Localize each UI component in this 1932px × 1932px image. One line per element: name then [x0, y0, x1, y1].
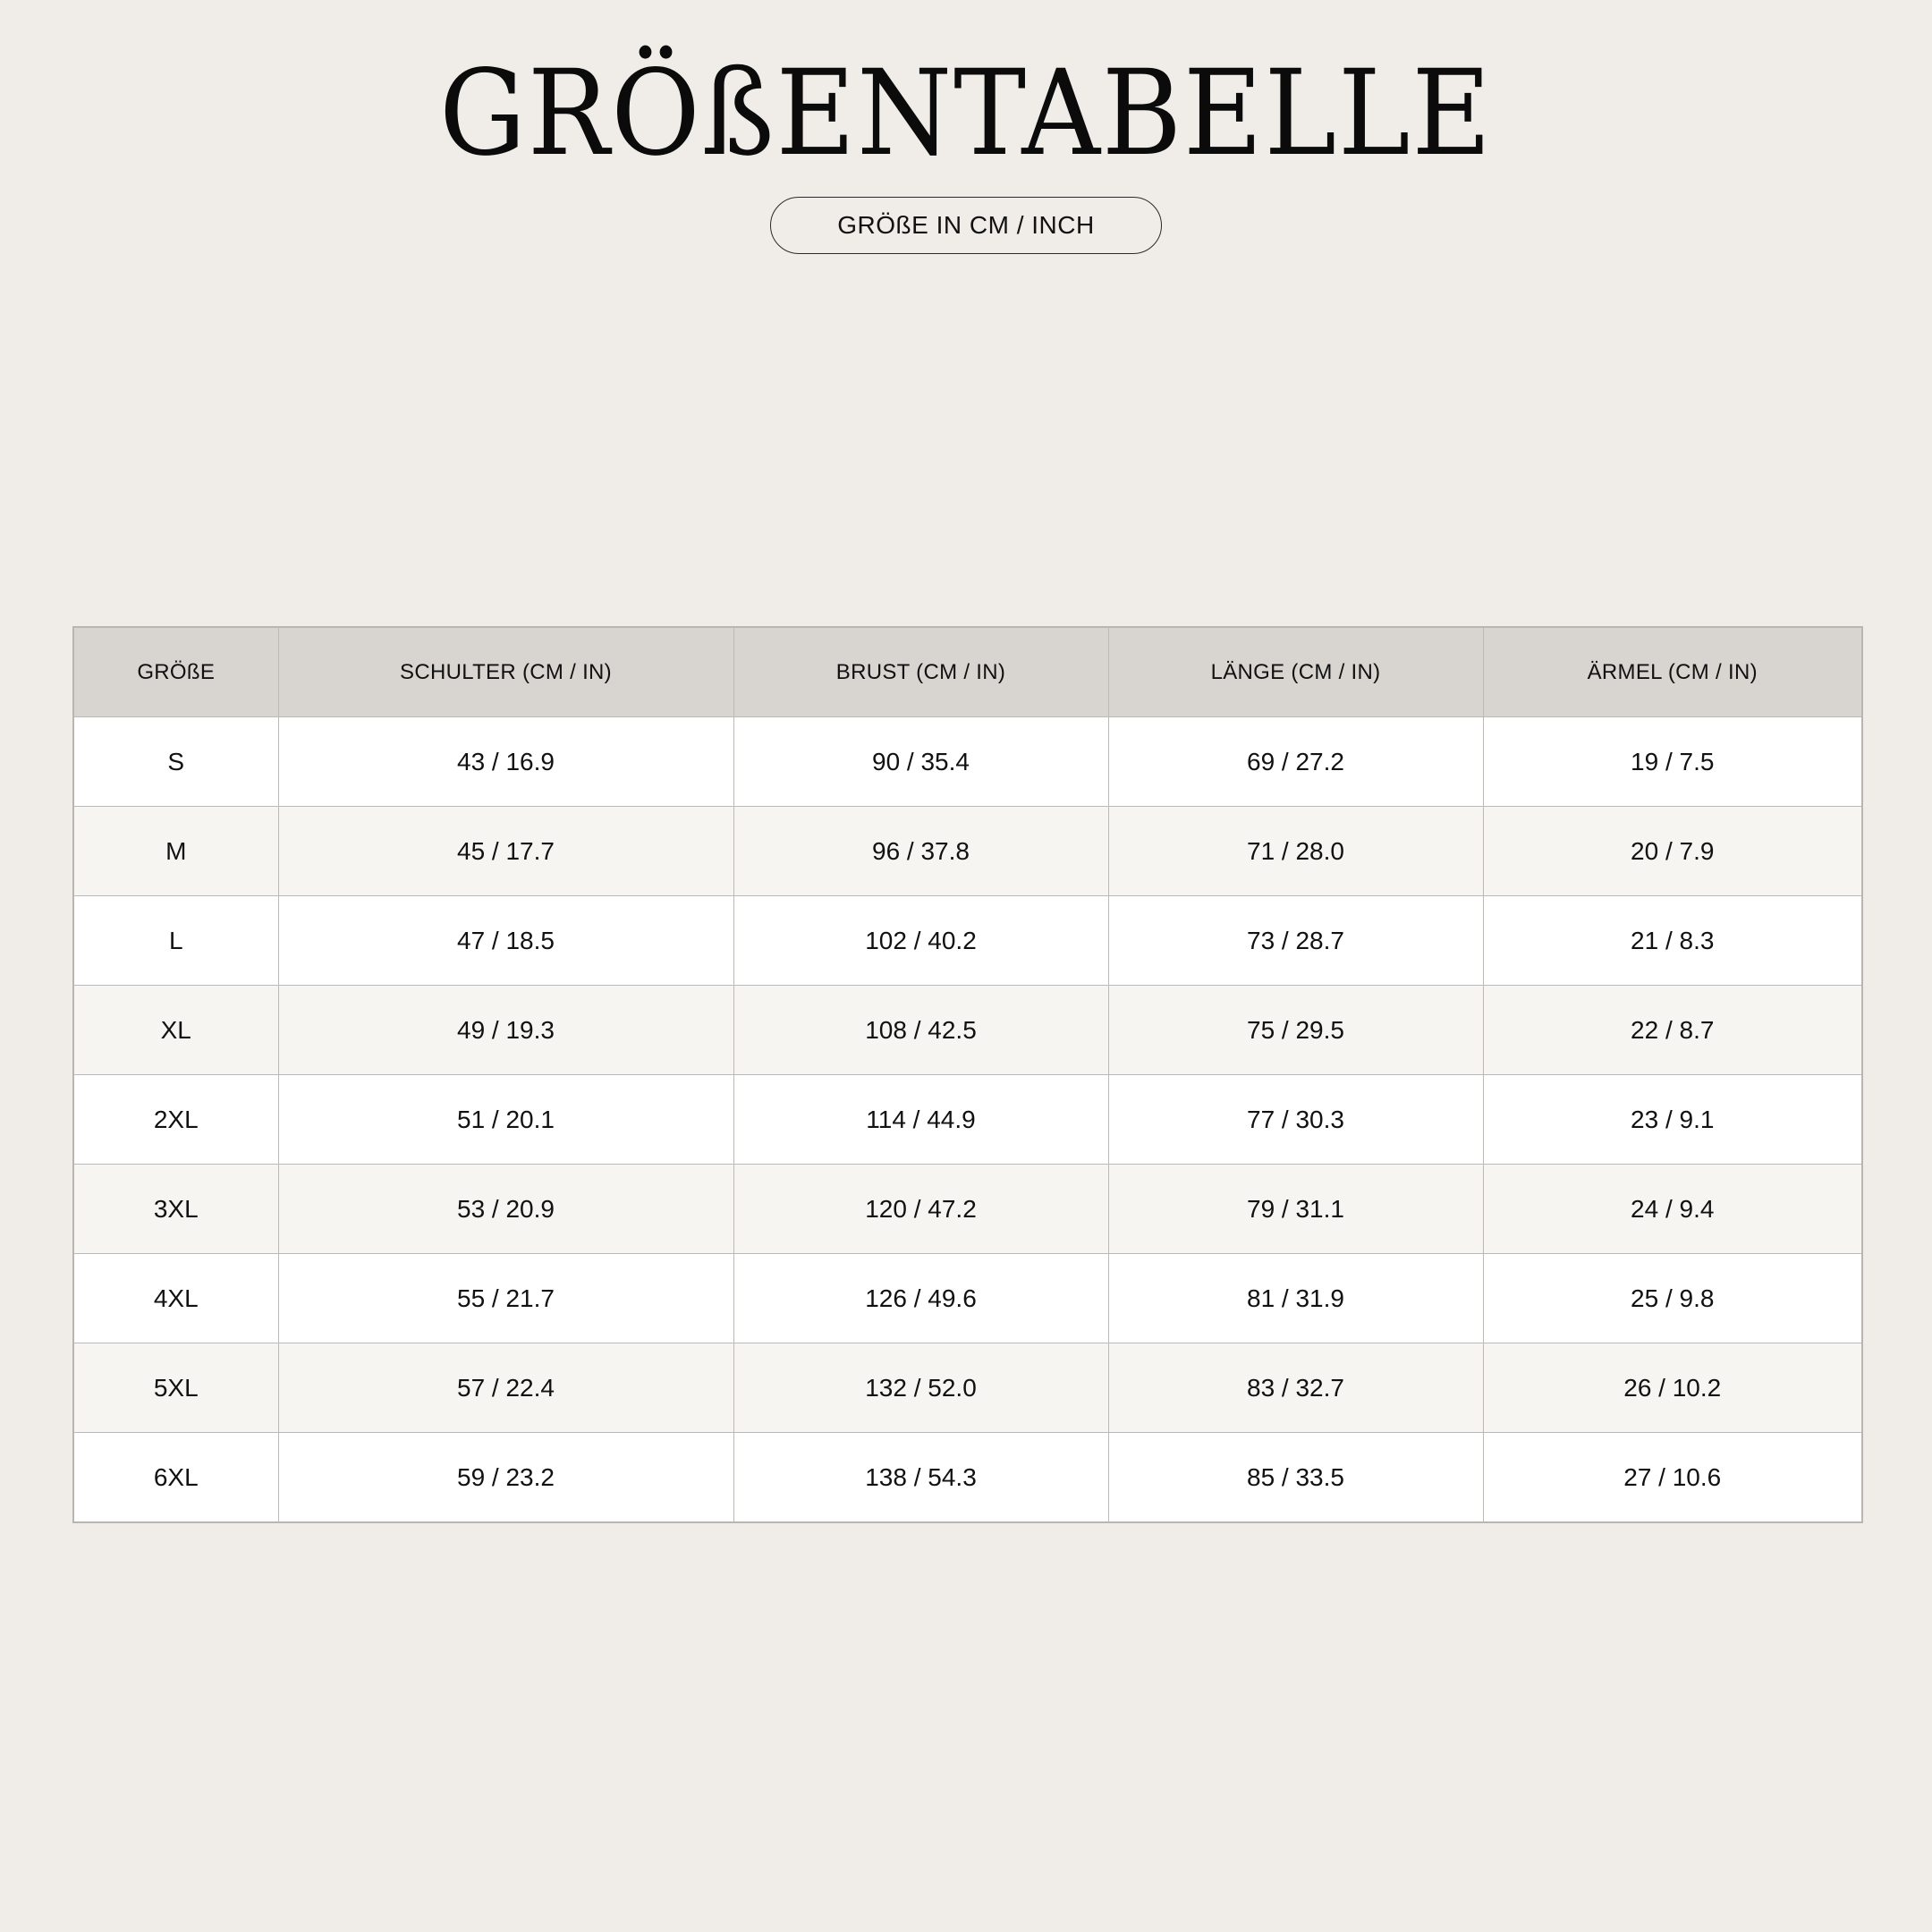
- cell-chest: 120 / 47.2: [733, 1165, 1108, 1254]
- cell-length: 75 / 29.5: [1108, 986, 1483, 1075]
- cell-shoulder: 45 / 17.7: [278, 807, 733, 896]
- table-row: [73, 1254, 1862, 1343]
- header-row: [73, 627, 1862, 717]
- cell-length: 83 / 32.7: [1108, 1343, 1483, 1433]
- table-row: [73, 1343, 1862, 1433]
- cell-sleeve: 21 / 8.3: [1483, 896, 1862, 986]
- cell-chest: 102 / 40.2: [733, 896, 1108, 986]
- cell-shoulder: 47 / 18.5: [278, 896, 733, 986]
- cell-sleeve: 20 / 7.9: [1483, 807, 1862, 896]
- cell-length: 71 / 28.0: [1108, 807, 1483, 896]
- size-table-container: [72, 626, 1861, 1523]
- column-header-shoulder: SCHULTER (CM / IN): [278, 627, 733, 717]
- cell-length: 77 / 30.3: [1108, 1075, 1483, 1165]
- cell-sleeve: 26 / 10.2: [1483, 1343, 1862, 1433]
- cell-size: XL: [73, 986, 278, 1075]
- cell-sleeve: 24 / 9.4: [1483, 1165, 1862, 1254]
- column-header-size: GRÖßE: [73, 627, 278, 717]
- cell-sleeve: 22 / 8.7: [1483, 986, 1862, 1075]
- cell-chest: 96 / 37.8: [733, 807, 1108, 896]
- page-title: GRÖßENTABELLE: [439, 45, 1493, 182]
- cell-sleeve: 25 / 9.8: [1483, 1254, 1862, 1343]
- cell-chest: 114 / 44.9: [733, 1075, 1108, 1165]
- cell-length: 81 / 31.9: [1108, 1254, 1483, 1343]
- cell-length: 79 / 31.1: [1108, 1165, 1483, 1254]
- table-header: [73, 627, 1862, 717]
- cell-chest: 108 / 42.5: [733, 986, 1108, 1075]
- cell-chest: 90 / 35.4: [733, 717, 1108, 807]
- table-row: [73, 1433, 1862, 1523]
- column-header-length: LÄNGE (CM / IN): [1108, 627, 1483, 717]
- cell-shoulder: 55 / 21.7: [278, 1254, 733, 1343]
- table-row: [73, 1075, 1862, 1165]
- cell-size: 3XL: [73, 1165, 278, 1254]
- cell-length: 69 / 27.2: [1108, 717, 1483, 807]
- size-table: [72, 626, 1863, 1523]
- cell-size: 6XL: [73, 1433, 278, 1523]
- table-row: [73, 1165, 1862, 1254]
- cell-sleeve: 27 / 10.6: [1483, 1433, 1862, 1523]
- cell-chest: 138 / 54.3: [733, 1433, 1108, 1523]
- cell-size: 4XL: [73, 1254, 278, 1343]
- cell-chest: 132 / 52.0: [733, 1343, 1108, 1433]
- cell-sleeve: 19 / 7.5: [1483, 717, 1862, 807]
- cell-size: L: [73, 896, 278, 986]
- cell-shoulder: 57 / 22.4: [278, 1343, 733, 1433]
- table-row: [73, 807, 1862, 896]
- cell-size: S: [73, 717, 278, 807]
- cell-shoulder: 49 / 19.3: [278, 986, 733, 1075]
- cell-size: 2XL: [73, 1075, 278, 1165]
- cell-length: 73 / 28.7: [1108, 896, 1483, 986]
- table-row: [73, 717, 1862, 807]
- table-row: [73, 986, 1862, 1075]
- cell-size: 5XL: [73, 1343, 278, 1433]
- cell-length: 85 / 33.5: [1108, 1433, 1483, 1523]
- table-row: [73, 896, 1862, 986]
- cell-sleeve: 23 / 9.1: [1483, 1075, 1862, 1165]
- cell-shoulder: 59 / 23.2: [278, 1433, 733, 1523]
- cell-shoulder: 51 / 20.1: [278, 1075, 733, 1165]
- cell-shoulder: 43 / 16.9: [278, 717, 733, 807]
- cell-chest: 126 / 49.6: [733, 1254, 1108, 1343]
- column-header-chest: BRUST (CM / IN): [733, 627, 1108, 717]
- cell-size: M: [73, 807, 278, 896]
- table-body: [73, 717, 1862, 1523]
- unit-badge: GRÖßE IN CM / INCH: [770, 197, 1162, 254]
- cell-shoulder: 53 / 20.9: [278, 1165, 733, 1254]
- column-header-sleeve: ÄRMEL (CM / IN): [1483, 627, 1862, 717]
